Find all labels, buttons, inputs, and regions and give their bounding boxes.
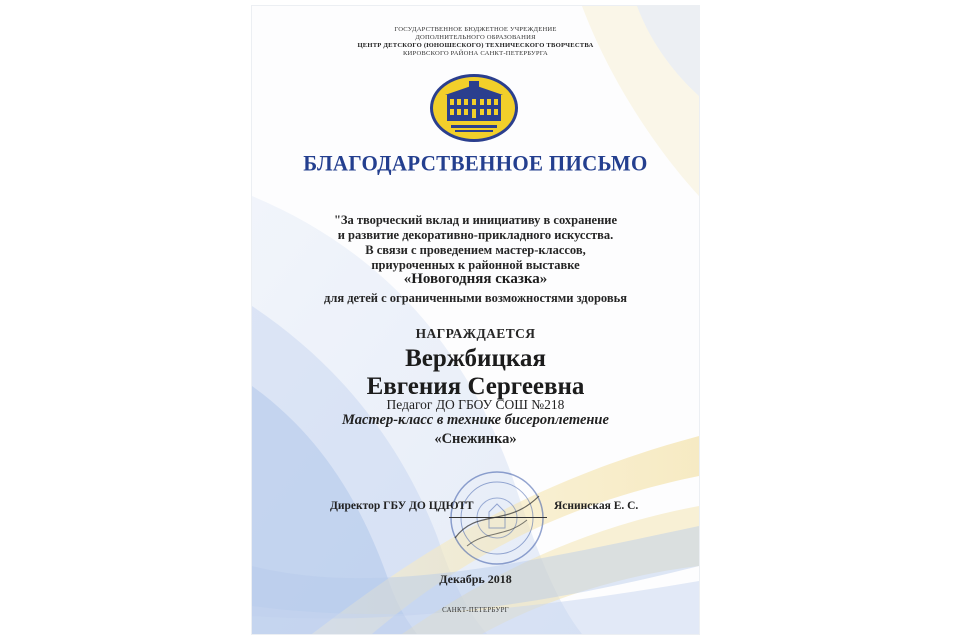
motto-line-3: В связи с проведением мастер-классов, (365, 243, 586, 257)
exhibition-name: «Новогодняя сказка» (403, 271, 548, 287)
official-stamp-icon (447, 468, 547, 568)
signature-role: Директор ГБУ ДО ЦДЮТТ (330, 500, 474, 512)
signature-line (449, 517, 547, 518)
motto-line-2: и развитие декоративно-прикладного искусства. (337, 228, 614, 242)
awardee-given-names: Евгения Сергеевна (366, 373, 585, 400)
organization-emblem-icon (429, 73, 519, 143)
certificate-document (252, 6, 699, 634)
document-city: САНКТ-ПЕТЕРБУРГ (442, 607, 509, 614)
motto-line-4: приуроченных к районной выставке (371, 258, 580, 272)
masterclass-description: Мастер-класс в технике бисероплетение (342, 412, 609, 428)
audience-line: для детей с ограниченными возможностями здоровья (324, 291, 627, 305)
awardee-surname: Вержбицкая (405, 345, 546, 372)
signature-name: Яснинская Е. С. (554, 500, 639, 512)
motto-line-1: "За творческий вклад и инициативу в сохранение (333, 213, 618, 227)
document-title: БЛАГОДАРСТВЕННОЕ ПИСЬМО (303, 150, 648, 176)
org-line-3: ЦЕНТР ДЕТСКОГО (ЮНОШЕСКОГО) ТЕХНИЧЕСКОГО ТВОРЧЕСТВА (357, 42, 594, 49)
org-line-4: КИРОВСКОГО РАЙОНА САНКТ-ПЕТЕРБУРГА (402, 50, 549, 57)
org-line-1: ГОСУДАРСТВЕННОЕ БЮДЖЕТНОЕ УЧРЕЖДЕНИЕ (394, 26, 557, 33)
awardee-position: Педагог ДО ГБОУ СОШ №218 (386, 397, 565, 412)
org-line-2: ДОПОЛНИТЕЛЬНОГО ОБРАЗОВАНИЯ (415, 34, 536, 41)
masterclass-name: «Снежинка» (434, 431, 517, 447)
document-date: Декабрь 2018 (439, 572, 512, 586)
awarded-label: НАГРАЖДАЕТСЯ (415, 326, 536, 341)
